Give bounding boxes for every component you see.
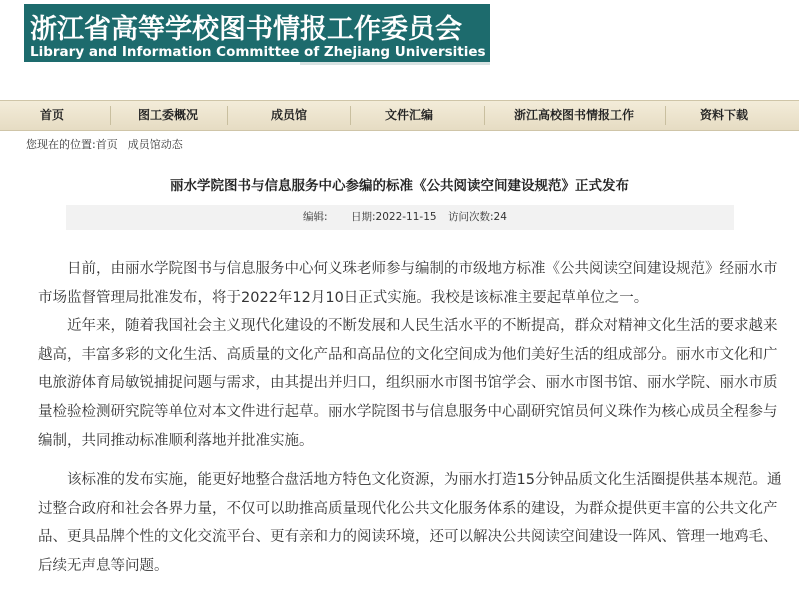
nav-separator xyxy=(227,106,228,125)
article-paragraph: 该标准的发布实施，能更好地整合盘活地方特色文化资源，为丽水打造15分钟品质文化生活圈提供基本规范。通过整合政府和社会各界力量，不仅可以助推高质量现代化公共文化服务体系的建设，为群众提供更丰富的公共文化产品、更具品牌个性的文化交流平台、更有亲和力的阅读环境，还可以解决公共阅读空间建设一阵风、管理一地鸡毛、后续无声息等问题。 xyxy=(38,472,782,574)
breadcrumb xyxy=(26,136,189,152)
nav-item-home[interactable]: 首页 xyxy=(39,108,64,122)
meta-date: 日期:2022-11-15 xyxy=(351,211,437,223)
nav-item-journal[interactable]: 浙江高校图书情报工作 xyxy=(513,108,634,122)
main-nav xyxy=(0,100,799,131)
nav-item-downloads[interactable]: 资料下载 xyxy=(699,108,748,122)
breadcrumb-section-link[interactable]: 成员馆动态 xyxy=(127,138,183,151)
nav-item-overview[interactable]: 图工委概况 xyxy=(137,108,198,122)
nav-separator xyxy=(484,106,485,125)
meta-editor: 编辑: xyxy=(303,211,328,223)
breadcrumb-home-link[interactable]: 首页 xyxy=(95,138,118,151)
site-subtitle: Library and Information Committee of Zhejiang Universities and Colleges xyxy=(30,44,588,60)
nav-separator xyxy=(350,106,351,125)
nav-item-members[interactable]: 成员馆 xyxy=(270,108,307,122)
site-title: 浙江省高等学校图书情报工作委员会 xyxy=(30,14,462,45)
nav-separator xyxy=(110,106,111,125)
meta-views: 访问次数:24 xyxy=(448,211,507,223)
article-paragraph: 日前，由丽水学院图书与信息服务中心何义珠老师参与编制的市级地方标准《公共阅读空间建设规范》经丽水市市场监督管理局批准发布，将于2022年12月10日正式实施。我校是该标准主要起草单位之一。 xyxy=(38,261,778,306)
header-banner xyxy=(0,0,799,100)
nav-separator xyxy=(665,106,666,125)
nav-item-documents[interactable]: 文件汇编 xyxy=(384,108,433,122)
article-title: 丽水学院图书与信息服务中心参编的标准《公共阅读空间建设规范》正式发布 xyxy=(170,178,629,194)
banner-reflection xyxy=(300,62,490,65)
article-meta xyxy=(66,205,734,230)
breadcrumb-prefix: 您现在的位置: xyxy=(26,138,96,151)
article-body xyxy=(38,255,783,581)
article-paragraph: 近年来，随着我国社会主义现代化建设的不断发展和人民生活水平的不断提高，群众对精神文化生活的要求越来越高，丰富多彩的文化生活、高质量的文化产品和高品位的文化空间成为他们美好生活的组成部分。丽水市文化和广电旅游体育局敏锐捕捉问题与需求，由其提出并归口，组织丽水市图书馆学会、丽水市图书馆、丽水学院、丽水市质量检验检测研究院等单位对本文件进行起草。丽水学院图书与信息服务中心副研究馆员何义珠作为核心成员全程参与编制，共同推动标准顺利落地并批准实施。 xyxy=(38,318,778,449)
site-logo[interactable] xyxy=(24,4,588,62)
